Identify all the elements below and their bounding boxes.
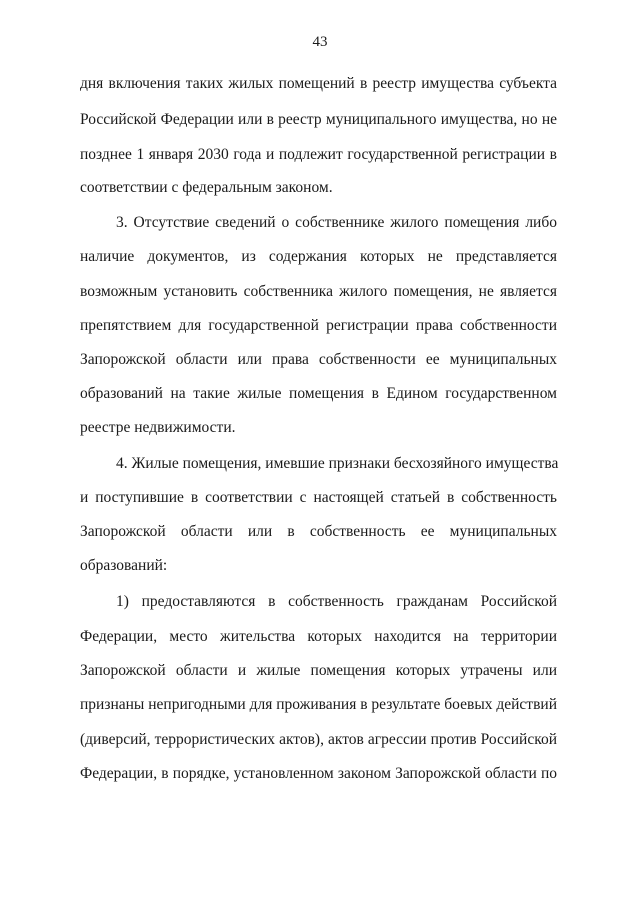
text-line: возможным установить собственника жилого помещения, не является xyxy=(80,283,557,300)
text-line: Федерации, место жительства которых находится на территории xyxy=(80,628,557,645)
text-line: реестре недвижимости. xyxy=(80,419,236,436)
text-line: соответствии с федеральным законом. xyxy=(80,179,333,196)
text-line: (диверсий, террористических актов), актов агрессии против Российской xyxy=(80,731,557,748)
text-line: 3. Отсутствие сведений о собственнике жилого помещения либо xyxy=(116,214,557,231)
text-line: дня включения таких жилых помещений в реестр имущества субъекта xyxy=(80,75,557,92)
text-line: признаны непригодными для проживания в результате боевых действий xyxy=(80,696,557,713)
page-number: 43 xyxy=(312,34,328,50)
text-line: Российской Федерации или в реестр муниципального имущества, но не xyxy=(80,111,557,128)
text-line: 1) предоставляются в собственность гражданам Российской xyxy=(116,593,557,610)
text-line: и поступившие в соответствии с настоящей статьей в собственность xyxy=(80,489,557,506)
text-line: препятствием для государственной регистрации права собственности xyxy=(80,317,557,334)
text-line: Запорожской области или в собственность ее муниципальных xyxy=(80,523,557,540)
text-line: Федерации, в порядке, установленном законом Запорожской области по xyxy=(80,765,557,782)
text-line: Запорожской области или права собственности ее муниципальных xyxy=(80,351,557,368)
text-line: 4. Жилые помещения, имевшие признаки бесхозяйного имущества xyxy=(116,455,559,472)
text-line: наличие документов, из содержания которых не представляется xyxy=(80,248,557,265)
text-line: позднее 1 января 2030 года и подлежит государственной регистрации в xyxy=(80,146,557,163)
text-line: Запорожской области и жилые помещения которых утрачены или xyxy=(80,662,557,679)
text-line: образований: xyxy=(80,557,168,574)
text-line: образований на такие жилые помещения в Едином государственном xyxy=(80,385,557,402)
